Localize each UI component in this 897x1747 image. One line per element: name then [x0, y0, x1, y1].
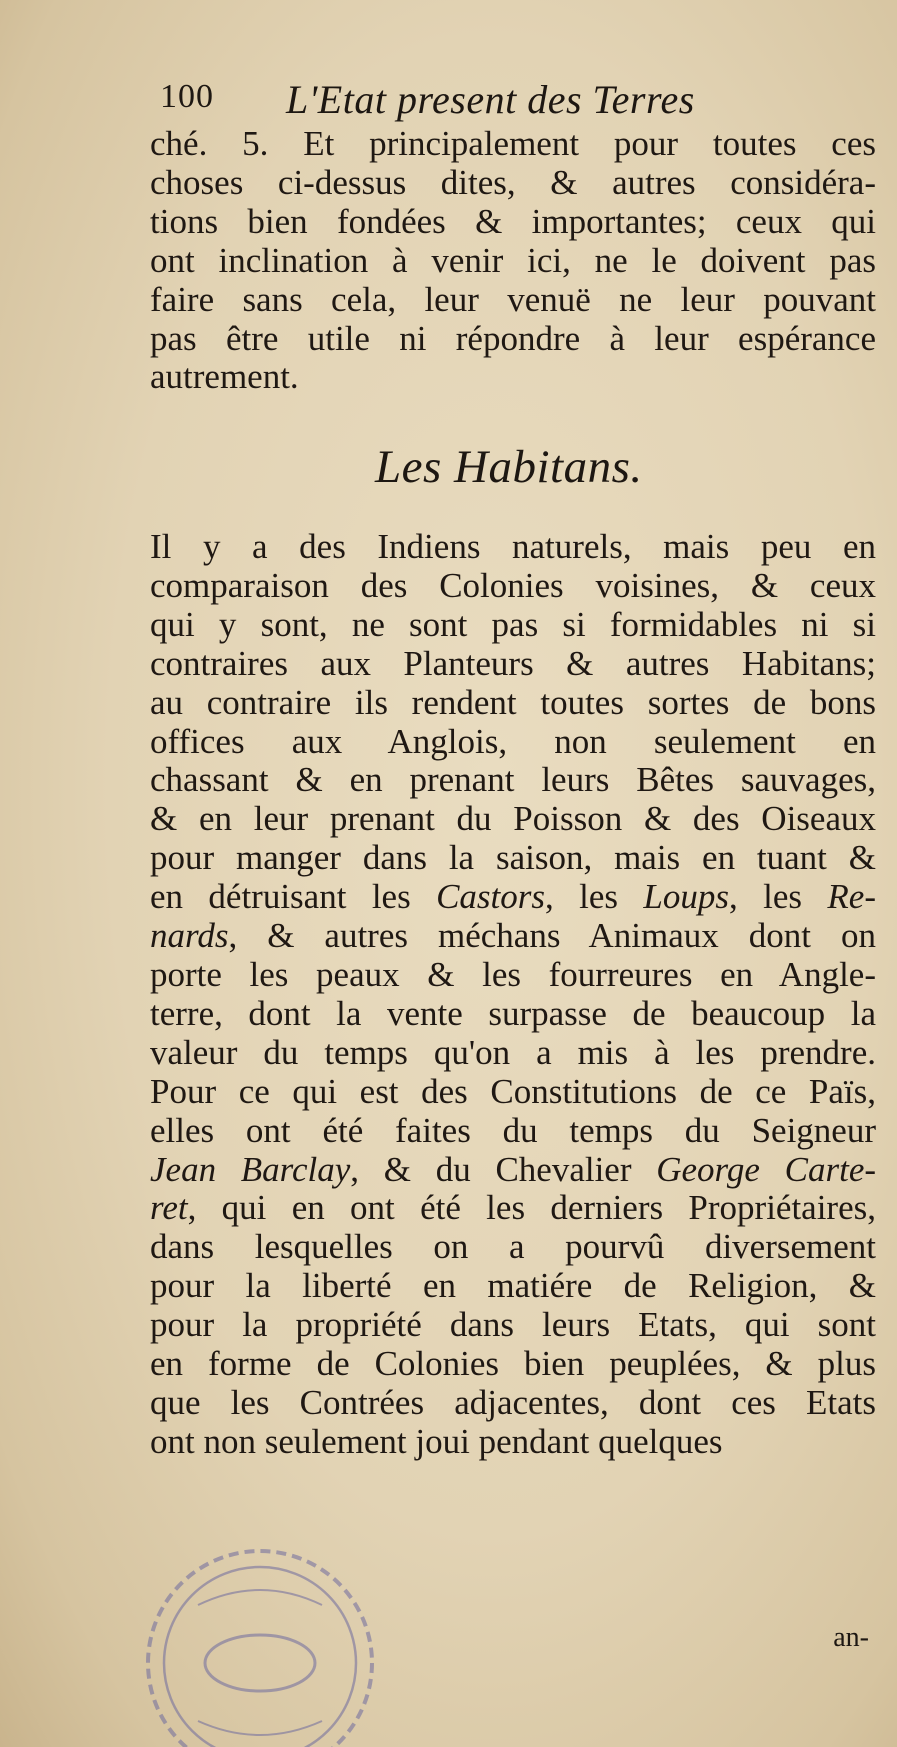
text-segment: pour manger dans la saison, mais en tuant &: [150, 838, 876, 878]
text-line: ché. 5. Et principalement pour toutes ces: [150, 124, 876, 163]
running-title: L'Etat present des Terres: [286, 77, 695, 122]
italic-text: Castors: [436, 877, 546, 917]
page-number: 100: [160, 78, 214, 115]
italic-text: ret: [150, 1188, 188, 1228]
text-line: [150, 800, 876, 839]
text-line: [150, 839, 876, 878]
text-segment: elles ont été faites du temps du Seigneur: [150, 1110, 876, 1150]
text-segment: qui y sont, ne sont pas si formidables ni si: [150, 604, 876, 644]
text-line: [150, 1112, 876, 1151]
text-line: pas être utile ni répondre à leur espérance: [150, 318, 876, 358]
top-paragraph: [150, 125, 876, 425]
text-segment: porte les peaux & les fourreures en Angle-: [150, 954, 876, 994]
text-line: [150, 645, 876, 684]
text-line: [150, 956, 876, 995]
text-segment: que les Contrées adjacentes, dont ces Etats: [150, 1382, 876, 1422]
text-segment: au contraire ils rendent toutes sortes de bons: [150, 682, 876, 722]
italic-text: nards: [150, 916, 229, 956]
main-paragraph: [150, 528, 876, 1568]
text-segment: , & du Chevalier: [350, 1149, 657, 1189]
text-segment: , les: [729, 877, 828, 917]
page-header: [160, 78, 800, 122]
text-segment: pour la propriété dans leurs Etats, qui sont: [150, 1305, 876, 1345]
text-segment: Il y a des Indiens naturels, mais peu en: [150, 527, 876, 566]
text-segment: Pour ce qui est des Constitutions de ce Païs,: [150, 1071, 876, 1111]
text-line: [150, 1189, 876, 1228]
text-line: [150, 917, 876, 956]
text-line: [150, 1151, 876, 1190]
text-segment: , qui en ont été les derniers Propriétaires,: [187, 1188, 876, 1228]
text-line: [150, 567, 876, 606]
text-line: ont inclination à venir ici, ne le doivent pas: [150, 240, 876, 280]
italic-text: George Carte-: [656, 1149, 877, 1189]
text-line: [150, 878, 876, 917]
text-segment: offices aux Anglois, non seulement en: [150, 721, 876, 761]
text-line: [150, 1228, 876, 1267]
text-line: [150, 1384, 876, 1423]
text-segment: ont non seulement joui pendant quelques: [150, 1421, 723, 1461]
italic-text: Jean Barclay: [150, 1149, 351, 1189]
text-line: [150, 761, 876, 800]
text-line: autrement.: [150, 357, 299, 397]
text-line: [150, 1267, 876, 1306]
italic-text: Loups: [643, 877, 730, 917]
text-segment: valeur du temps qu'on a mis à les prendre.: [150, 1032, 876, 1072]
text-line: [150, 723, 876, 762]
text-line: choses ci-dessus dites, & autres considéra-: [150, 162, 876, 202]
text-line: faire sans cela, leur venuë ne leur pouvant: [150, 279, 876, 319]
italic-text: Re-: [827, 877, 876, 917]
section-heading: Les Habitans.: [375, 441, 643, 493]
text-line: [150, 1073, 876, 1112]
text-line: [150, 684, 876, 723]
text-segment: pour la liberté en matiére de Religion, &: [150, 1266, 876, 1306]
text-line: [150, 606, 876, 645]
text-line: [150, 1423, 876, 1462]
catchword: an-: [833, 1622, 869, 1653]
text-line: [150, 1034, 876, 1073]
text-segment: , les: [545, 877, 644, 917]
text-segment: terre, dont la vente surpasse de beaucoup la: [150, 993, 876, 1033]
text-segment: contraires aux Planteurs & autres Habitans;: [150, 643, 876, 683]
text-segment: en forme de Colonies bien peuplées, & plus: [150, 1344, 876, 1384]
text-line: [150, 995, 876, 1034]
text-segment: & en leur prenant du Poisson & des Oiseaux: [150, 799, 876, 839]
text-segment: comparaison des Colonies voisines, & ceux: [150, 565, 876, 605]
text-line: [150, 528, 876, 567]
text-segment: dans lesquelles on a pourvû diversement: [150, 1227, 876, 1267]
text-segment: , & autres méchans Animaux dont on: [228, 916, 876, 956]
text-segment: chassant & en prenant leurs Bêtes sauvages,: [150, 760, 876, 800]
text-line: tions bien fondées & importantes; ceux qui: [150, 201, 876, 241]
text-line: [150, 1306, 876, 1345]
text-segment: en détruisant les: [150, 877, 437, 917]
text-line: [150, 1345, 876, 1384]
